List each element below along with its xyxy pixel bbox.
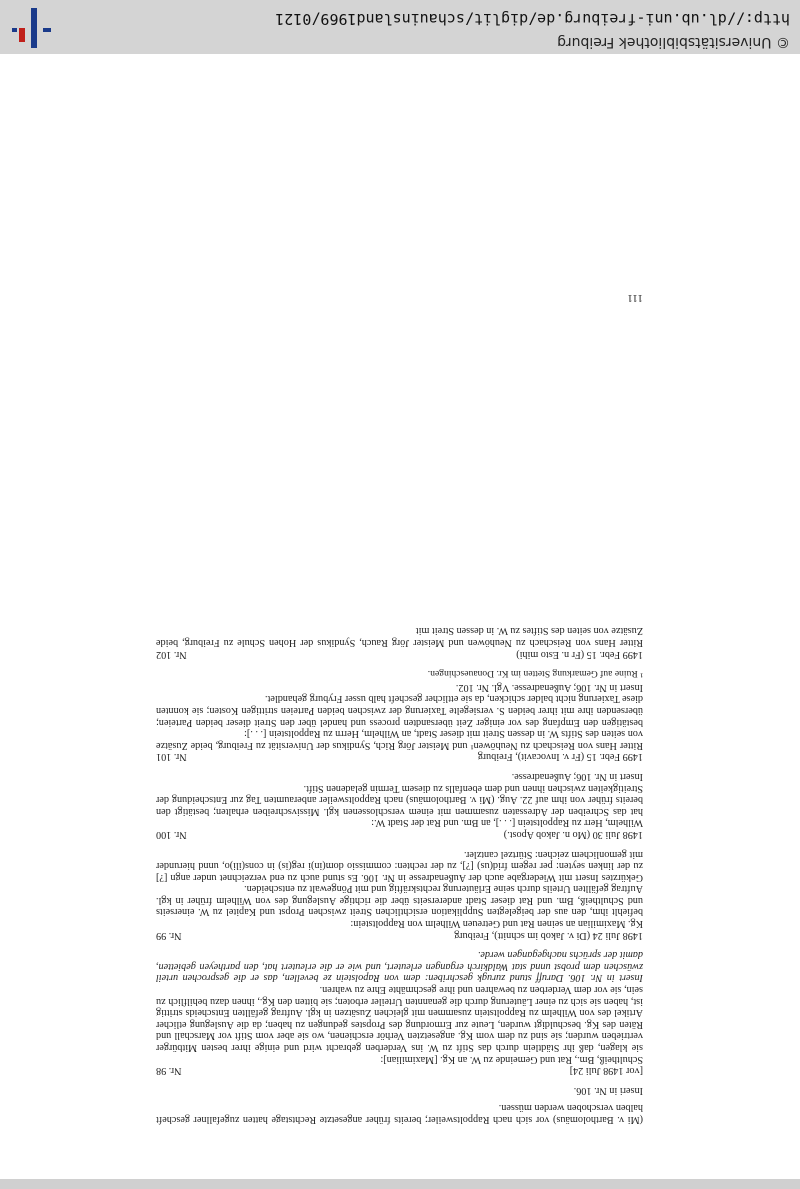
logo-bar-right (19, 28, 25, 42)
entry-header-100 (156, 828, 643, 840)
header-bar (0, 0, 800, 54)
logo-bar-far-right (12, 28, 17, 32)
entry-paragraph: hat das Schreiben der Adressaten zusammen mit einem verschlossenen kgl. Missivschreiben erhalten; bestätigt den bereits früher von ihm auf 22. Aug. (Mi v. Bartholomäus) nach Rappoltsweiler anberaumten Tag zur Entscheidung der Streitigkeiten zwischen ihnen und dem ebenfalls zu diesem Termin geladenen Stift. (156, 782, 643, 817)
entry-paragraph: Ritter Hans von Reischach zu Neuhöwen und Meister Jörg Rauch, Syndikus der Hohen Schule zu Freiburg, beide Zusätze von seiten des Stiftes zu W. in dessen Streit mit (156, 625, 643, 649)
logo-bar-center (31, 8, 37, 48)
entry-date: 1499 Febr. 15 (Fr v. Invocavit), Freiburg (477, 751, 643, 763)
entry-paragraph: Wilhelm, Herr zu Rappoltstein [. . .], an Bm. und Rat der Stadt W.: (371, 817, 643, 829)
entry-header-99 (156, 929, 643, 941)
entry-header-102 (156, 648, 643, 660)
entry-number: Nr. 101 (156, 751, 187, 763)
entry-number: Nr. 100 (156, 828, 187, 840)
footnote: ¹ Ruine auf Gemarkung Stetten im Kr. Donaueschingen. (427, 668, 643, 680)
entry-paragraph: Schultheiß, Bm., Rat und Gemeinde zu W. an Kg. [Maximilian]: (380, 1053, 643, 1065)
entry-number: Nr. 98 (156, 1065, 182, 1077)
copyright-text: © Universitätsbibliothek Freiburg (557, 34, 790, 50)
entry-number: Nr. 99 (156, 929, 182, 941)
entry-date: 1498 Juli 30 (Mo n. Jakob Apost.) (503, 828, 643, 840)
page-number: 111 (627, 292, 643, 304)
entry-paragraph: befiehlt ihm, den aus der beigelegten Supplikation ersichtlichen Streit zwischen Propst und Kapitel zu W. einerseits und Schultheiß, Bm. und Rat dieser Stadt andererseits über die richtige Auslegung des von Wilhelm früher in kgl. Auftrag gefällten Urteils durch seine Erläuterung rechtskräftig und mit Pöngewalt zu entscheiden. (156, 883, 643, 918)
entry-paragraph: Insert in Nr. 106; Außenadresse. Vgl. Nr. 102. (455, 681, 643, 693)
logo-bar-left (43, 28, 51, 32)
entry-header-98 (156, 1065, 643, 1077)
entry-paragraph: Gekürztes Insert mit Wiedergabe auch der Außenadresse in Nr. 106. Es stund auch zu end verzeichnet under angn [?] zu der linken seyten: per regem frid(us) [?], zu der rechten: commissio dom(in)i reg(is) in cons(ili)o, unnd hierunder mit gemonlichem zeichen: Stürtzel cantzler. (156, 848, 643, 883)
bottom-scrollbar[interactable] (0, 1179, 800, 1189)
entry-number: Nr. 102 (156, 648, 187, 660)
document-body (156, 625, 643, 1125)
intro-note: Inseri in Nr. 106. (573, 1084, 643, 1096)
entry-header-101 (156, 751, 643, 763)
entry-date: [vor 1498 Juli 24] (569, 1065, 643, 1077)
entry-date: 1498 Juli 24 (Di v. Jakob im schnitt), Freiburg (454, 929, 643, 941)
ub-freiburg-logo-icon (10, 6, 54, 50)
entry-paragraph: Kg. Maximilian an seinen Rat und Getreuen Wilhelm von Rappoltstein: (350, 918, 643, 930)
entry-paragraph: bestätigen den Empfang des vor einiger Zeit übersandten process und handel über den Streit dieser beiden Parteien; übersenden ihre mit ihrer beiden S. versiegelte Taxierung der zwischen beiden Parteien strittigen Kosten; sie konnten diese Taxierung nicht balder schicken, da sie ettlicher gescheft halb usser Fryburg gehandlet. (156, 693, 643, 728)
entry-paragraph: Ritter Hans von Reischach zu Neuhöwen¹ und Meister Jörg Rich, Syndikus der Universität zu Freiburg, beide Zusätze von seiten des Stifts W. in dessen Streit mit dieser Stadt, an Wilhelm, Herrn zu Rappoltstein [. . .]: (156, 728, 643, 751)
entry-paragraph: sie klagen, daß ihr Städtlein durch das Stift zu W. ins Verderben gebracht wird und einige ihrer besten Mitbürger vertrieben wurden; sie sind zu dem vom Kg. angesetzten Verhör erschienen, wo sie aber vom Stift vor Marschall und Räten des Kg. beschuldigt wurden, Leute zur Ermordung des Propstes gedungen zu haben; da die Auslegung etlicher Artikel des von Wilhelm zu Rappoltstein zusammen mit gleichen Zusätzen in kgl. Auftrag gefällten Entscheids strittig ist, haben sie sich zu einer Läuterung durch die genannten Urteiler erboten; sie bitten den Kg., ihnen dazu behilflich zu sein, sie vor dem Verderben zu bewahren und ihre geschmähte Ehre zu wahren. (156, 984, 643, 1054)
intro-paragraph: (Mi v. Bartholomäus) vor sich nach Rappoltsweiler; bereits früher angesetzte Rechtstage hatten zugefallner gescheft halben verschoben werden müssen. (156, 1102, 643, 1125)
entry-paragraph: Insert in Nr. 106; Außenadresse. (511, 770, 643, 782)
entry-paragraph: Insert in Nr. 106. Daruff stund zurugk geschriben: dem von Rapolstein ze bevellen, das er die gesprochen urteil zwüschen dem probst unnd stat Waldkirch ergangen erleutert, und wie er die erleutert hat, den partheyen gebietten, damit der sprüchs nachgegangen werde. (156, 949, 643, 984)
entry-date: 1499 Febr. 15 (Fr n. Esto mihi) (516, 648, 643, 660)
page-url[interactable]: http://dl.ub.uni-freiburg.de/diglit/schauinsland1969/0121 (275, 10, 790, 28)
